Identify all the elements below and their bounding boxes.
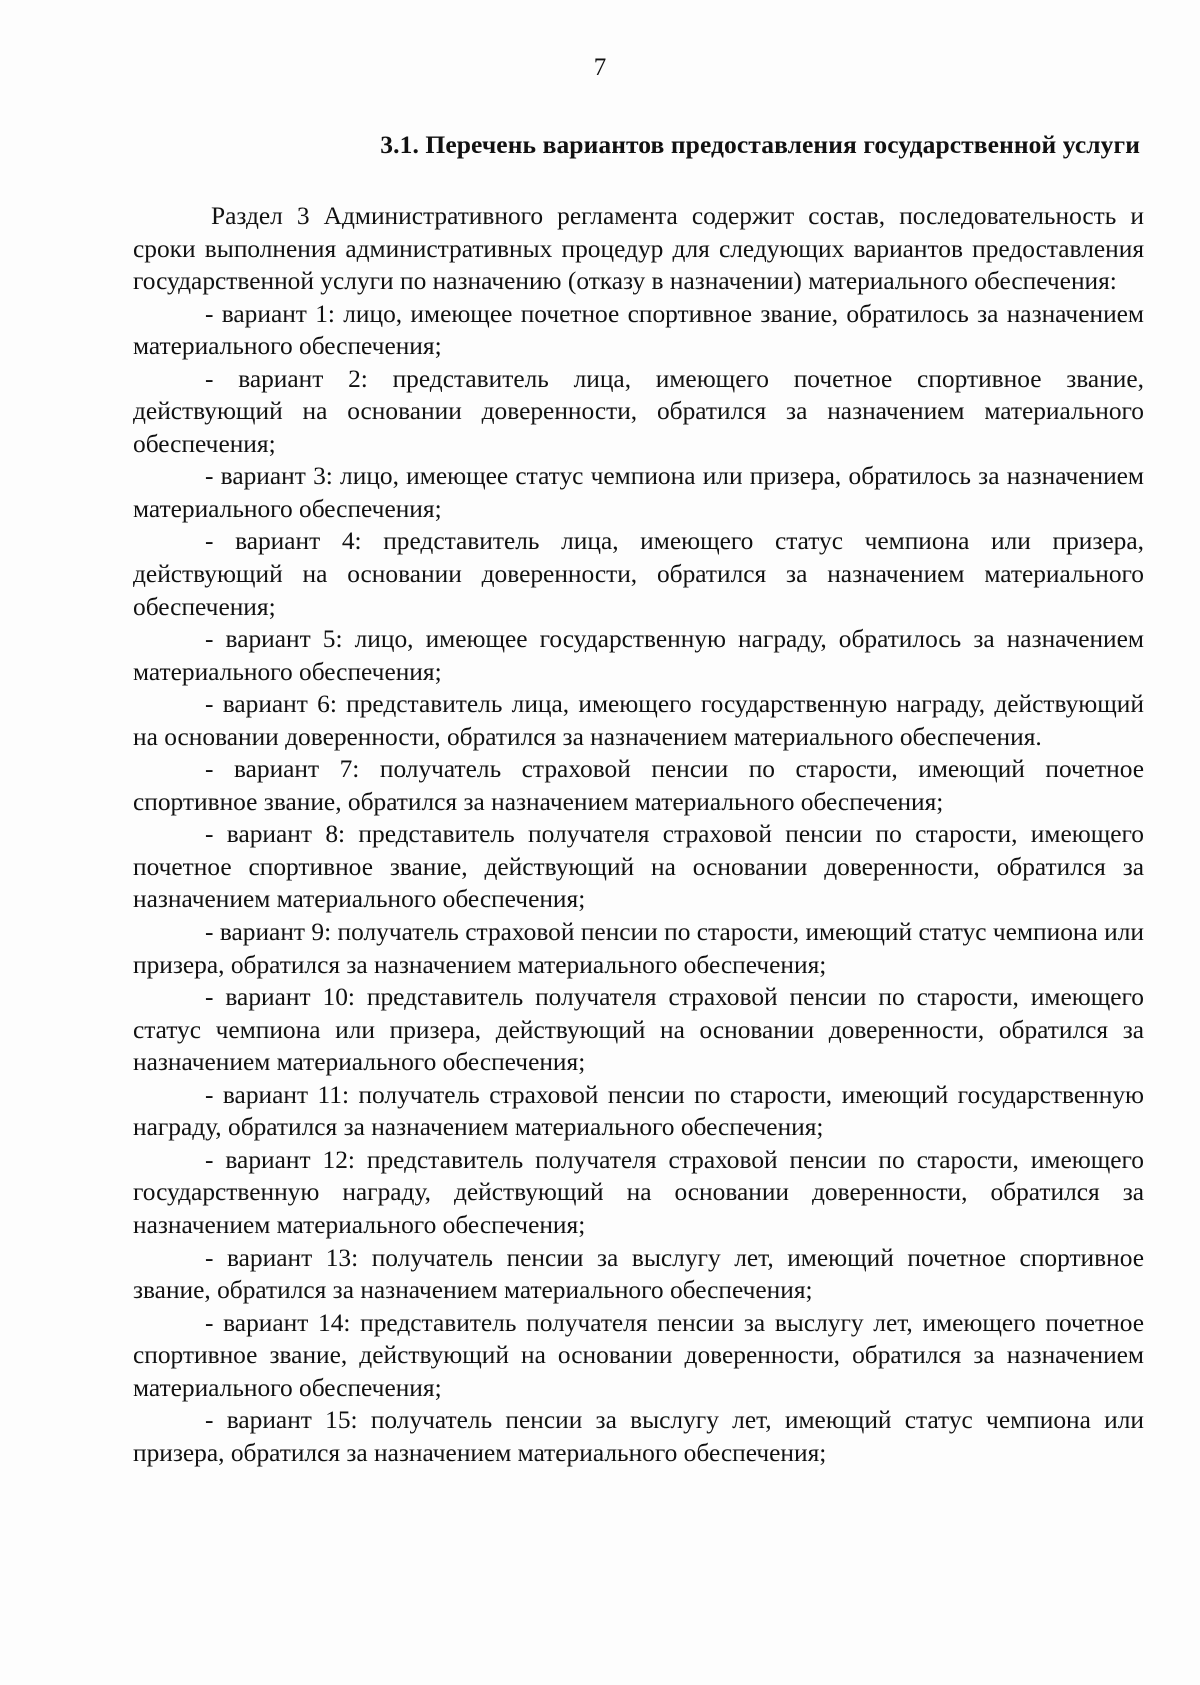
variant-item-1: - вариант 1: лицо, имеющее почетное спортивное звание, обратилось за назначением материального обеспечения; [133,299,1144,361]
section-title: 3.1. Перечень вариантов предоставления государственной услуги [380,130,1140,159]
variant-item-2: - вариант 2: представитель лица, имеющего почетное спортивное звание, действующий на основании доверенности, обратился за назначением материального обеспечения; [133,364,1144,458]
variant-item-3: - вариант 3: лицо, имеющее статус чемпиона или призера, обратилось за назначением материального обеспечения; [133,462,1144,523]
variant-item-7: - вариант 7: получатель страховой пенсии по старости, имеющий почетное спортивное звание, обратился за назначением материального обеспечения; [133,755,1144,816]
variant-item-9: - вариант 9: получатель страховой пенсии по старости, имеющий статус чемпиона или призера, обратился за назначением материального обеспечения; [133,918,1144,979]
variant-item-15: - вариант 15: получатель пенсии за выслугу лет, имеющий статус чемпиона или призера, обратился за назначением материального обеспечения; [133,1406,1144,1467]
variant-item-14: - вариант 14: представитель получателя пенсии за выслугу лет, имеющего почетное спортивное звание, действующий на основании доверенности, обратился за назначением материального обеспечения; [133,1308,1144,1402]
variant-item-12: - вариант 12: представитель получателя страховой пенсии по старости, имеющего государственную награду, действующий на основании доверенности, обратился за назначением материального обеспечения; [133,1145,1144,1239]
document-body [133,200,1144,1469]
intro-paragraph: Раздел 3 Административного регламента содержит состав, последовательность и сроки выполнения административных процедур для следующих вариантов предоставления государственной услуги по назначению (отказу в назначении) материального обеспечения: [133,202,1144,296]
variant-item-4: - вариант 4: представитель лица, имеющего статус чемпиона или призера, действующий на основании доверенности, обратился за назначением материального обеспечения; [133,527,1144,621]
variant-item-10: - вариант 10: представитель получателя страховой пенсии по старости, имеющего статус чемпиона или призера, действующий на основании доверенности, обратился за назначением материального обеспечения; [133,983,1144,1077]
variant-item-11: - вариант 11: получатель страховой пенсии по старости, имеющий государственную награду, обратился за назначением материального обеспечения; [133,1080,1144,1142]
variant-item-5: - вариант 5: лицо, имеющее государственную награду, обратилось за назначением материального обеспечения; [133,625,1144,686]
variant-item-8: - вариант 8: представитель получателя страховой пенсии по старости, имеющего почетное спортивное звание, действующий на основании доверенности, обратился за назначением материального обеспечения; [133,820,1144,914]
variant-item-6: - вариант 6: представитель лица, имеющего государственную награду, действующий на основании доверенности, обратился за назначением материального обеспечения. [133,690,1144,751]
page-number: 7 [593,54,607,81]
variant-item-13: - вариант 13: получатель пенсии за выслугу лет, имеющий почетное спортивное звание, обратился за назначением материального обеспечения; [133,1243,1144,1305]
